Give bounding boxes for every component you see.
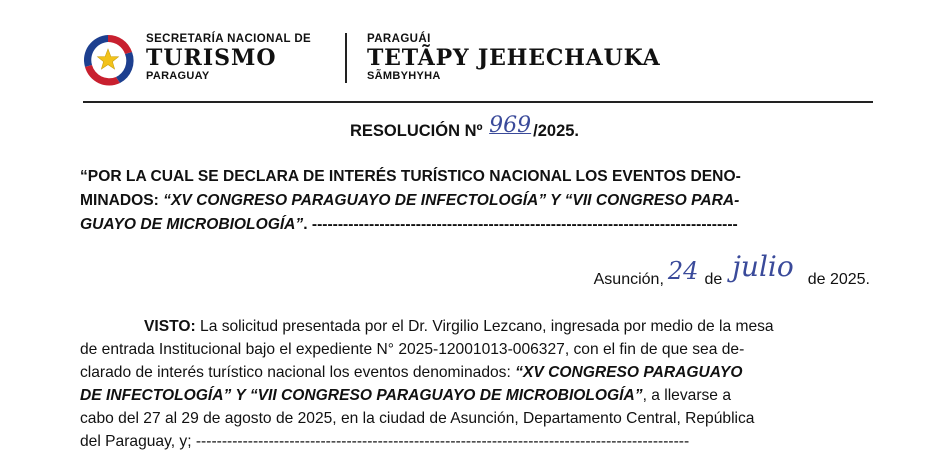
- resolution-number-handwritten: 969: [489, 113, 532, 138]
- title-line-2-a: MINADOS:: [80, 192, 164, 209]
- resolution-title: [80, 165, 870, 237]
- header-divider: [345, 33, 347, 83]
- header-rule: [83, 101, 873, 103]
- brand-right-line2: TETÃPY JEHECHAUKA: [367, 45, 661, 71]
- visto-label: VISTO:: [144, 318, 196, 335]
- date-month-handwritten: julio: [732, 250, 794, 283]
- visto-line-4: [80, 384, 870, 407]
- date-line: [593, 250, 870, 291]
- title-line-1: “POR LA CUAL SE DECLARA DE INTERÉS TURÍSTICO NACIONAL LOS EVENTOS DENO-: [80, 168, 741, 185]
- date-city: Asunción,: [593, 271, 664, 288]
- brand-left-line1: SECRETARÍA NACIONAL DE: [146, 33, 312, 45]
- visto-line-6: del Paraguay, y; -----------------------------------------------------------------------------------------------: [80, 433, 690, 450]
- title-line-3-b: . ----------------------------------------------------------------------------------: [303, 216, 738, 233]
- visto-paragraph: [80, 315, 870, 453]
- title-line-2-b: “XV CONGRESO PARAGUAYO DE INFECTOLOGÍA” Y “VII CONGRESO PARA-: [163, 192, 740, 209]
- brand-right-line1: PARAGUÁI: [367, 33, 431, 45]
- brand-right-line3: SÃMBYHYHA: [367, 70, 441, 82]
- paraguay-seal-logo: [80, 32, 136, 88]
- title-line-3: [80, 213, 870, 237]
- date-de-1: de: [704, 271, 723, 288]
- date-de-2: de 2025.: [807, 271, 870, 288]
- resolution-heading: [350, 113, 580, 142]
- brand-left-line2: TURISMO: [146, 45, 277, 71]
- date-day-handwritten: 24: [667, 257, 699, 285]
- brand-spanish: [146, 33, 311, 83]
- visto-line-2: de entrada Institucional bajo el expediente N° 2025-12001013-006327, con el fin de que sea de-: [80, 341, 745, 358]
- title-line-2: [80, 189, 870, 213]
- visto-line-1: [80, 315, 870, 338]
- resolution-suffix: /2025.: [533, 122, 580, 140]
- visto-line-5: cabo del 27 al 29 de agosto de 2025, en la ciudad de Asunción, Departamento Central, República: [80, 410, 755, 427]
- visto-line-3-a: clarado de interés turístico nacional los eventos denominados:: [80, 364, 516, 381]
- resolution-prefix: RESOLUCIÓN Nº: [350, 122, 483, 140]
- visto-line-3-b: “XV CONGRESO PARAGUAYO: [515, 364, 743, 381]
- brand-guarani: [367, 33, 660, 83]
- visto-line-1-text: La solicitud presentada por el Dr. Virgilio Lezcano, ingresada por medio de la mesa: [195, 318, 774, 335]
- title-line-3-a: GUAYO DE MICROBIOLOGÍA”: [80, 216, 304, 233]
- visto-line-3: [80, 361, 870, 384]
- visto-line-4-b: , a llevarse a: [642, 387, 731, 404]
- visto-line-4-a: DE INFECTOLOGÍA” Y “VII CONGRESO PARAGUAYO DE MICROBIOLOGÍA”: [80, 387, 643, 404]
- brand-left-line3: PARAGUAY: [146, 70, 210, 82]
